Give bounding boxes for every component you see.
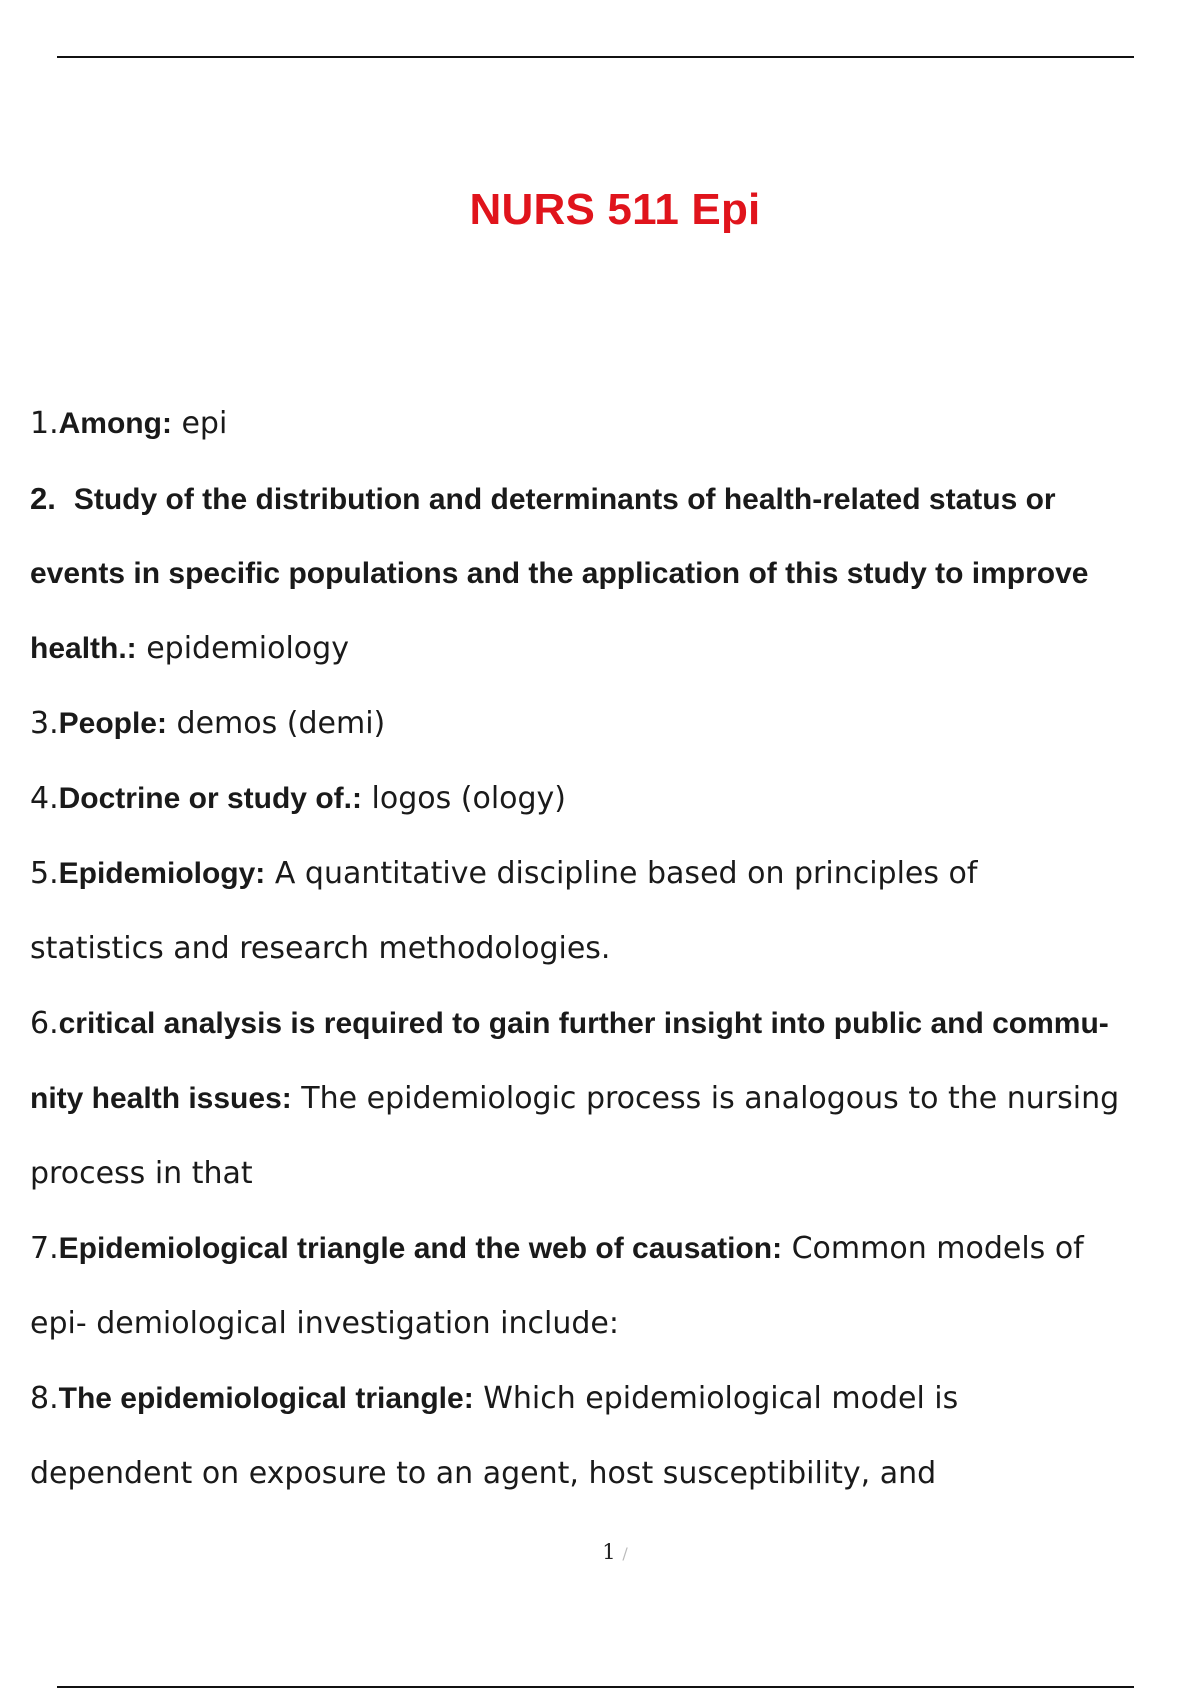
item-definition: dependent on exposure to an agent, host susceptibility, and — [30, 1456, 937, 1491]
item-definition: demos (demi) — [166, 706, 386, 741]
item-number: 4. — [30, 781, 59, 816]
item-number: 3. — [30, 706, 59, 741]
item-definition: Which epidemiological model is — [473, 1381, 959, 1416]
list-item — [30, 386, 1195, 461]
item-definition: statistics and research methodologies. — [30, 931, 611, 966]
item-number: 8. — [30, 1381, 59, 1416]
item-term: Epidemiology: — [58, 857, 266, 890]
item-number: 1. — [30, 406, 59, 441]
item-number: 5. — [30, 856, 59, 891]
item-definition: epi — [171, 406, 228, 441]
item-number: 6. — [30, 1006, 59, 1041]
item-number: 2. — [30, 481, 56, 516]
item-definition: A quantitative discipline based on principles of — [265, 856, 978, 891]
list-item — [30, 686, 1195, 761]
item-term: events in specific populations and the application of this study to improve — [30, 557, 1089, 590]
document-title: NURS 511 Epi — [469, 185, 761, 234]
item-definition: epidemiology — [136, 631, 349, 666]
item-term: Study of the distribution and determinants of health-related status or — [73, 483, 1056, 516]
item-definition: Common models of — [782, 1231, 1084, 1266]
item-term: critical analysis is required to gain further insight into public and commu- — [58, 1007, 1109, 1040]
item-term: Among: — [58, 407, 172, 440]
page-separator: / — [622, 1544, 628, 1563]
item-definition: logos (ology) — [361, 781, 567, 816]
list-item — [30, 1361, 1195, 1511]
item-term: health.: — [30, 632, 137, 665]
top-rule — [57, 56, 1134, 58]
bottom-rule — [57, 1686, 1134, 1688]
item-term: nity health issues: — [30, 1082, 292, 1115]
item-term: Doctrine or study of.: — [58, 782, 362, 815]
page-number — [0, 1540, 1200, 1564]
list-item — [30, 1211, 1195, 1361]
page-number-value: 1 — [602, 1540, 616, 1564]
item-term: The epidemiological triangle: — [58, 1382, 474, 1415]
list-item — [30, 836, 1195, 986]
item-definition: The epidemiologic process is analogous to the nursing — [291, 1081, 1120, 1116]
item-term: People: — [58, 707, 167, 740]
flashcard-list — [30, 386, 1195, 1511]
list-item — [30, 461, 1195, 686]
item-definition: epi- demiological investigation include: — [30, 1306, 619, 1341]
list-item — [30, 986, 1195, 1211]
list-item — [30, 761, 1195, 836]
item-term: Epidemiological triangle and the web of causation: — [58, 1232, 783, 1265]
item-definition: process in that — [30, 1156, 253, 1191]
item-number: 7. — [30, 1231, 59, 1266]
